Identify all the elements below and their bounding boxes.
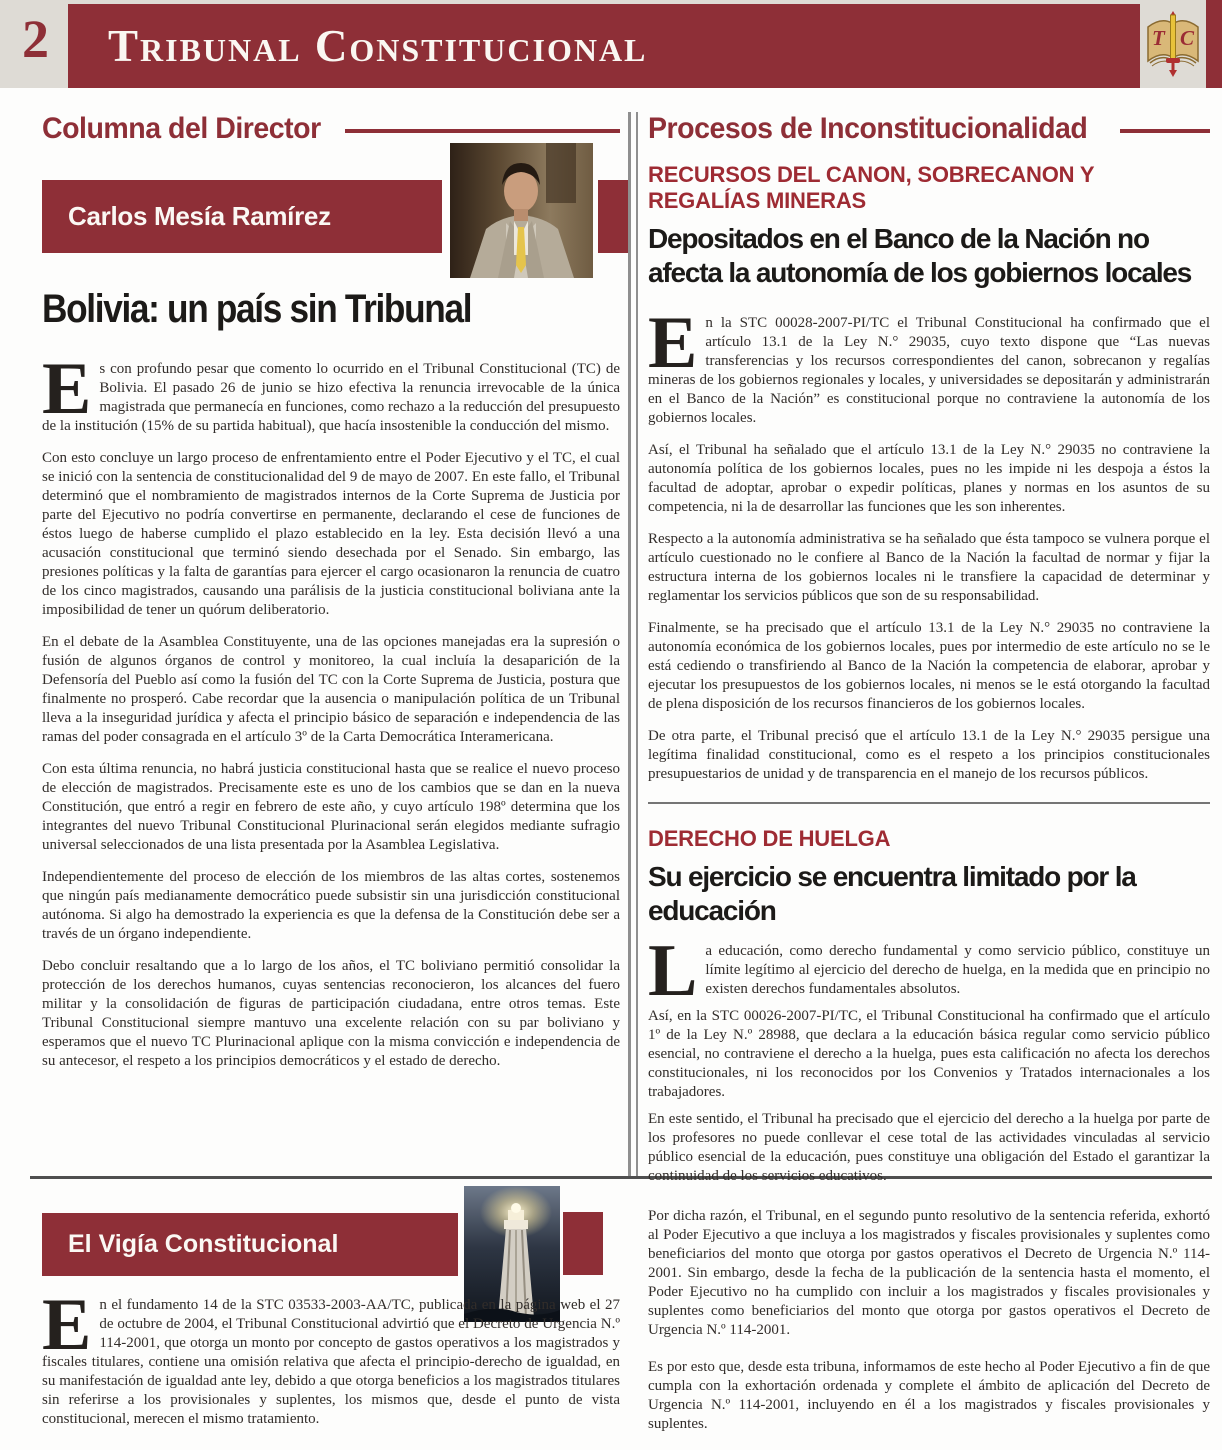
- paragraph: En el debate de la Asamblea Constituyente, una de las opciones manejadas era la supresión o fusión de algunos órganos de control y monitoreo, la cual incluía la desaparición de la Defensoría del Pueblo así como la fusión del TC con la Corte Suprema de Justicia, postura que finalmente no prosperó. Cabe recordar que la ausencia o manipulación política de un Tribunal lleva a la inseguridad jurídica y afecta el principio básico de separación e independencia de las ramas del poder consagrada en el artículo 3º de la Carta Democrática Interamericana.: [42, 634, 620, 745]
- huelga-kicker: DERECHO DE HUELGA: [648, 826, 891, 851]
- left-section-rule: [345, 129, 620, 133]
- left-section-header: [42, 112, 620, 146]
- author-banner: [42, 180, 442, 253]
- portrait-image: [450, 143, 593, 278]
- right-section-title: Procesos de Inconstitucionalidad: [648, 112, 1088, 145]
- right-column-rule: [648, 802, 1210, 804]
- masthead-banner: [68, 4, 1140, 88]
- canon-article-body: [648, 302, 1210, 784]
- huelga-headline: Su ejercicio se encuentra limitado por la educación: [648, 861, 1136, 926]
- masthead-title: Tribunal Constitucional: [108, 21, 648, 71]
- column-divider: [628, 112, 638, 1176]
- paragraph: En la STC 00028-2007-PI/TC el Tribunal Constitucional ha confirmado que el artículo 13.1 de la Ley N.° 29035, cuyo texto dispone que “Las nuevas transferencias y los recursos correspondientes del canon, sobrecanon y regalías mineras de los gobiernos regionales y locales, y universidades se depositarán y administrarán en el Banco de la Nación” es constitucional porque no contraviene la autonomía de los gobiernos locales.: [648, 302, 1210, 426]
- paragraph: Debo concluir resaltando que a lo largo de los años, el TC boliviano permitió consolidar la protección de los derechos humanos, cuyas sentencias reconocieron, los alcances del fuero militar y la consolidación de figuras de participación ciudadana, entre otros temas. Este Tribunal Constitucional siempre mantuvo una excelente relación con su par boliviano y esperamos que el nuevo TC Plurinacional aplique con la misma convicción e independencia de su antecesor, el respeto a los principios democráticos y el estado de derecho.: [42, 958, 620, 1069]
- paragraph: Así, en la STC 00026-2007-PI/TC, el Tribunal Constitucional ha confirmado que el artículo 1º de la Ley N.º 28988, que declara a la educación básica regular como servicio público esencial, no contraviene el derecho a la huelga, pues esta calificación no afecta los derechos constitucionales, ni los reconocidos por los Convenios y Tratados internacionales a los trabajadores.: [648, 1008, 1210, 1100]
- paragraph: Con esta última renuncia, no habrá justicia constitucional hasta que se realice el nuevo proceso de elección de magistrados. Precisamente este es uno de los cambios que se dan en la nueva Constitución, que entró a regir en febrero de este año, y cuyo artículo 198º determina que los integrantes del nuevo Tribunal Constitucional Plurinacional serán elegidos mediante sufragio universal seleccionados de una lista presentada por la Asamblea Legislativa.: [42, 761, 620, 853]
- svg-text:T: T: [1152, 26, 1165, 50]
- paragraph: Es por esto que, desde esta tribuna, informamos de este hecho al Poder Ejecutivo a fin de que cumpla con la exhortación ordenada y complete el ámbito de aplicación del Decreto de Urgencia N.º 114-2001, incluyendo en él a los magistrados y fiscales provisionales y suplentes.: [648, 1359, 1210, 1432]
- huelga-article-body: [648, 930, 1210, 1186]
- svg-text:C: C: [1180, 26, 1195, 50]
- dropcap-letter: E: [42, 348, 92, 430]
- left-section-title: Columna del Director: [42, 112, 321, 145]
- paragraph: Por dicha razón, el Tribunal, en el segundo punto resolutivo de la sentencia referida, exhortó al Poder Ejecutivo a que incluya a los magistrados y fiscales provisionales y suplentes como beneficiarios del monto que otorga por gastos operativos el Decreto de Urgencia N.º 114-2001. Sin embargo, desde la fecha de la publicación de la sentencia hasta el momento, el Poder Ejecutivo no ha cumplido con incluir a los magistrados y fiscales provisionales y suplentes como beneficiarios del monto que otorga por gastos operativos el Decreto de Urgencia N.º 114-2001.: [648, 1208, 1210, 1338]
- vigia-banner-title: El Vigía Constitucional: [68, 1230, 339, 1258]
- bottom-right-body: [648, 1207, 1210, 1434]
- paragraph: La educación, como derecho fundamental y como servicio público, constituye un límite legítimo al ejercicio del derecho de huelga, en la medida que en principio no existen derechos fundamentales absolutos.: [648, 930, 1210, 1012]
- canon-kicker: RECURSOS DEL CANON, SOBRECANON Y REGALÍAS MINERAS: [648, 162, 1094, 213]
- author-name: Carlos Mesía Ramírez: [68, 201, 331, 231]
- vigia-banner: [42, 1213, 458, 1276]
- paragraph: En el fundamento 14 de la STC 03533-2003-AA/TC, publicada en la página web el 27 de octubre de 2004, el Tribunal Constitucional advirtió que el Decreto de Urgencia N.º 114-2001, que otorga un monto por concepto de gastos operativos a los magistrados y fiscales titulares, contiene una omisión relativa que afecta el principio-derecho de igualdad, en su manifestación de igualdad ante ley, debido a que otorga beneficios a los magistrados titulares sin referirse a los provisionales y suplentes, los mismos que, desde el punto de vista constitucional, merecen el mismo tratamiento.: [42, 1284, 620, 1427]
- page-number: 2: [22, 9, 49, 69]
- canon-headline: Depositados en el Banco de la Nación no afecta la autonomía de los gobiernos locales: [648, 223, 1192, 288]
- right-section-rule: [1120, 129, 1210, 133]
- vigia-article-body: [42, 1284, 620, 1429]
- paragraph: De otra parte, el Tribunal precisó que el artículo 13.1 de la Ley N.° 29035 persigue una legítima finalidad constitucional, como es el respeto a los principios constitucionales presupuestarios de unidad y de transparencia en el manejo de los recursos públicos.: [648, 728, 1210, 782]
- paragraph: Finalmente, se ha precisado que el artículo 13.1 de la Ley N.° 29035 no contraviene la autonomía económica de los gobiernos locales, pues por intermedio de este artículo no se le está cediendo o transfiriendo al Banco de la Nación la competencia de elaborar, aprobar y ejecutar los presupuestos de los gobiernos locales, ni menos se le está otorgando la facultad de plena disposición de los recursos financieros de los gobiernos locales.: [648, 620, 1210, 712]
- paragraph: Con esto concluye un largo proceso de enfrentamiento entre el Poder Ejecutivo y el TC, el cual se inició con la sentencia de constitucionalidad del 9 de mayo de 2007. En este fallo, el Tribunal determinó que el nombramiento de magistrados internos de la Corte Suprema de Justicia por parte del Ejecutivo no podría convertirse en permanente, declarando el cese de funciones de éstos luego de haberse cumplido el plazo establecido en la ley. Esta decisión llevó a una acusación constitucional que terminó siendo desechada por el Senado. Sin embargo, las presiones políticas y la falta de garantías para ejercer el cargo ocasionaron la renuncia de cuatro de los cinco magistrados, causando una parálisis de la justicia constitucional boliviana ante la imposibilidad de tener un quórum deliberatorio.: [42, 450, 620, 618]
- left-article-body: [42, 348, 620, 1071]
- paragraph: Es con profundo pesar que comento lo ocurrido en el Tribunal Constitucional (TC) de Bolivia. El pasado 26 de junio se hizo efectiva la renuncia irrevocable de la única magistrada que permanecía en funciones, como rechazo a la reducción del presupuesto de la institución (15% de su partida habitual), que hacía insostenible la conducción del mismo.: [42, 348, 620, 434]
- dropcap-letter: L: [648, 930, 698, 1012]
- banner-accent-block: [598, 180, 628, 253]
- vigia-accent-block: [563, 1212, 603, 1275]
- tc-logo: [1140, 0, 1206, 88]
- author-photo: [450, 143, 593, 278]
- dropcap-letter: E: [648, 302, 698, 384]
- right-section-header: [648, 112, 1210, 146]
- paragraph: Independientemente del proceso de elección de los miembros de las altas cortes, sostenemos que ningún país medianamente democrático puede subsistir sin una jurisdicción constitucional autónoma. Si algo ha demostrado la experiencia es que la defensa de la Constitución debe ser a través de un órgano independiente.: [42, 869, 620, 942]
- tc-book-sword-icon: [1144, 11, 1202, 77]
- left-article-headline: Bolivia: un país sin Tribunal: [42, 287, 472, 331]
- dropcap-letter: E: [42, 1284, 92, 1366]
- paragraph: Respecto a la autonomía administrativa se ha señalado que ésta tampoco se vulnera porque el artículo cuestionado no le confiere al Banco de la Nación la facultad de normar y fijar la estructura interna de los gobiernos locales ni le transfiere la capacidad de determinar y reglamentar los servicios públicos que son de su responsabilidad.: [648, 531, 1210, 604]
- header-edge-strip: [1206, 0, 1222, 88]
- paragraph: Así, el Tribunal ha señalado que el artículo 13.1 de la Ley N.° 29035 no contraviene la autonomía política de los gobiernos locales, pues no les impide ni les despoja a éstos la facultad de adoptar, aprobar o expedir políticas, planes y normas en los asuntos de su competencia, ni la de desarrollar las funciones que les son inherentes.: [648, 442, 1210, 515]
- paragraph: En este sentido, el Tribunal ha precisado que el ejercicio del derecho a la huelga por parte de los profesores no puede conllevar el cese total de las actividades vinculadas al servicio público esencial de la educación, pues constituye una obligación del Estado el garantizar la continuidad de los servicios educativos.: [648, 1111, 1210, 1184]
